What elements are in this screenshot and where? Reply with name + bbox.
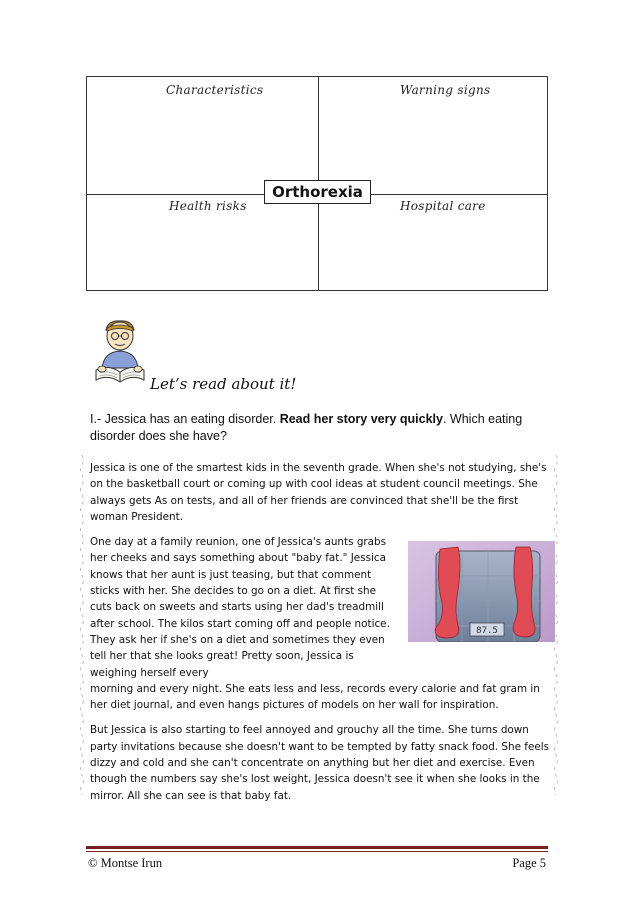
story-paragraph-3: But Jessica is also starting to feel annoyed and grouchy all the time. She turns down party invitations because she doesn't want to be tempted by fatty snack food. She feels dizzy and cold and she can't concentrate on anything but her diet and exercise. Even though the numbers say she's lost weight, Jessica doesn't see it when she looks in the mirror. All she can see is that baby fat. (90, 724, 550, 802)
question-suffix: . Which eating disorder does she have? (90, 412, 523, 443)
footer-copyright: © Montse Irun (88, 856, 163, 870)
question-bold-instruction: Read her story very quickly (279, 412, 443, 426)
page-footer (88, 856, 546, 871)
question-1 (90, 411, 550, 445)
footer-rule (86, 846, 548, 852)
health-risks-label: Health risks (169, 199, 247, 213)
orthorexia-title: Orthorexia (272, 183, 363, 201)
left-decorative-border (78, 455, 86, 795)
story-paragraph-2-wrapped: One day at a family reunion, one of Jessica's aunts grabs her cheeks and says something about "baby fat." Jessica knows that her aunt is just teasing, but that comment sticks with her. She decides to go on a diet. At first she cuts back on sweets and starts using her dad's treadmill after school. The kilos start coming off and people notice. They ask her if she's on a diet and sometimes they even tell her that she looks great! Pretty soon, Jessica is weighing herself every (90, 536, 390, 679)
hospital-care-label: Hospital care (400, 199, 486, 213)
scale-display-reading: 87.5 (476, 626, 498, 636)
orthorexia-title-box (264, 180, 371, 204)
reading-section-title: Let’s read about it! (150, 375, 297, 393)
orthorexia-grid (86, 76, 548, 291)
footer-page-number: Page 5 (512, 856, 546, 870)
story-paragraph-2-continued: morning and every night. She eats less and less, records every calorie and fat gram in her diet journal, and even hangs pictures of models on her wall for inspiration. (90, 682, 540, 712)
boy-reading-illustration (92, 318, 148, 390)
story-paragraph-1: Jessica is one of the smartest kids in the seventh grade. When she's not studying, she's on the basketball court or coming up with cool ideas at student council meetings. She always gets As on tests, and all of her friends are convinced that she'll be the first woman President. (90, 462, 547, 523)
characteristics-label: Characteristics (166, 83, 264, 97)
warning-signs-label: Warning signs (400, 83, 491, 97)
feet-on-scale-photo (408, 541, 555, 642)
question-prefix: I.- Jessica has an eating disorder. (90, 412, 280, 426)
